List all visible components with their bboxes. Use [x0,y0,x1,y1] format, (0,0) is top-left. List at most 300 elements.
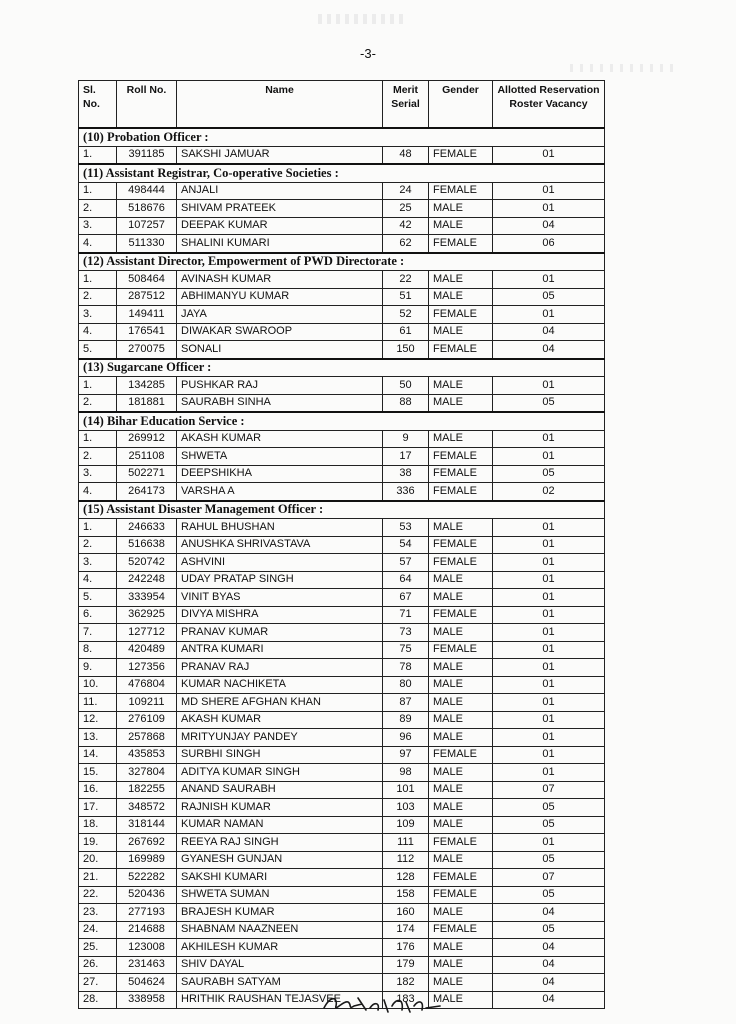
cell-sl-no: 1. [79,182,117,200]
cell-gender: FEMALE [429,746,493,764]
cell-merit-serial: 150 [383,341,429,359]
cell-merit-serial: 128 [383,869,429,887]
cell-roll-no: 511330 [117,235,177,253]
section-title: (14) Bihar Education Service : [79,412,605,430]
cell-name: AKHILESH KUMAR [177,939,383,957]
header-roll-no: Roll No. [117,81,177,129]
cell-roll-no: 127356 [117,659,177,677]
cell-roster-vacancy: 01 [493,182,605,200]
table-row [79,799,605,817]
cell-name: ADITYA KUMAR SINGH [177,764,383,782]
cell-name: BRAJESH KUMAR [177,904,383,922]
table-row [79,519,605,537]
table-row [79,764,605,782]
table-row [79,235,605,253]
cell-roll-no: 182255 [117,781,177,799]
cell-gender: FEMALE [429,465,493,483]
cell-name: SHIVAM PRATEEK [177,200,383,218]
cell-sl-no: 8. [79,641,117,659]
cell-sl-no: 20. [79,851,117,869]
cell-roll-no: 522282 [117,869,177,887]
table-row [79,746,605,764]
cell-gender: MALE [429,711,493,729]
cell-merit-serial: 75 [383,641,429,659]
cell-roll-no: 508464 [117,271,177,289]
cell-name: SHALINI KUMARI [177,235,383,253]
cell-roster-vacancy: 01 [493,624,605,642]
cell-name: KUMAR NACHIKETA [177,676,383,694]
cell-gender: FEMALE [429,448,493,466]
cell-roll-no: 264173 [117,483,177,501]
cell-gender: MALE [429,764,493,782]
table-row [79,659,605,677]
table-row [79,694,605,712]
cell-gender: MALE [429,288,493,306]
cell-gender: FEMALE [429,146,493,164]
cell-merit-serial: 112 [383,851,429,869]
cell-sl-no: 3. [79,554,117,572]
cell-sl-no: 1. [79,377,117,395]
cell-merit-serial: 22 [383,271,429,289]
section-heading-row [79,164,605,182]
cell-roster-vacancy: 01 [493,746,605,764]
cell-roll-no: 123008 [117,939,177,957]
cell-roster-vacancy: 04 [493,217,605,235]
table-row [79,729,605,747]
cell-roster-vacancy: 01 [493,711,605,729]
cell-roll-no: 149411 [117,306,177,324]
cell-roster-vacancy: 01 [493,729,605,747]
cell-gender: MALE [429,781,493,799]
cell-merit-serial: 158 [383,886,429,904]
cell-gender: MALE [429,676,493,694]
allotment-table [78,80,605,1009]
cell-sl-no: 12. [79,711,117,729]
cell-name: SHABNAM NAAZNEEN [177,921,383,939]
cell-merit-serial: 57 [383,554,429,572]
cell-gender: MALE [429,729,493,747]
cell-sl-no: 1. [79,519,117,537]
cell-name: ABHIMANYU KUMAR [177,288,383,306]
cell-merit-serial: 182 [383,974,429,992]
cell-merit-serial: 111 [383,834,429,852]
cell-sl-no: 14. [79,746,117,764]
cell-merit-serial: 97 [383,746,429,764]
cell-roll-no: 435853 [117,746,177,764]
cell-roster-vacancy: 01 [493,146,605,164]
cell-roster-vacancy: 04 [493,323,605,341]
cell-roll-no: 176541 [117,323,177,341]
cell-gender: MALE [429,939,493,957]
section-heading-row [79,412,605,430]
cell-merit-serial: 96 [383,729,429,747]
cell-gender: FEMALE [429,306,493,324]
section-heading-row [79,501,605,519]
cell-roll-no: 276109 [117,711,177,729]
cell-name: SONALI [177,341,383,359]
cell-roster-vacancy: 05 [493,288,605,306]
table-row [79,589,605,607]
cell-merit-serial: 109 [383,816,429,834]
cell-gender: MALE [429,430,493,448]
cell-name: RAHUL BHUSHAN [177,519,383,537]
table-row [79,341,605,359]
table-row [79,939,605,957]
header-roster-vacancy: Allotted Reservation Roster Vacancy [493,81,605,129]
cell-sl-no: 1. [79,430,117,448]
cell-sl-no: 4. [79,323,117,341]
cell-merit-serial: 179 [383,956,429,974]
table-row [79,851,605,869]
cell-sl-no: 26. [79,956,117,974]
cell-roll-no: 348572 [117,799,177,817]
cell-name: SURBHI SINGH [177,746,383,764]
section-title: (15) Assistant Disaster Management Officer : [79,501,605,519]
cell-gender: MALE [429,271,493,289]
cell-roster-vacancy: 01 [493,606,605,624]
cell-merit-serial: 73 [383,624,429,642]
cell-gender: MALE [429,694,493,712]
cell-roll-no: 318144 [117,816,177,834]
faint-bleedthrough-mark [570,64,680,72]
cell-sl-no: 3. [79,306,117,324]
cell-roll-no: 362925 [117,606,177,624]
cell-gender: MALE [429,519,493,537]
cell-roll-no: 109211 [117,694,177,712]
section-title: (12) Assistant Director, Empowerment of PWD Directorate : [79,253,605,271]
cell-name: SHIV DAYAL [177,956,383,974]
cell-name: ANUSHKA SHRIVASTAVA [177,536,383,554]
cell-sl-no: 22. [79,886,117,904]
table-row [79,430,605,448]
cell-sl-no: 6. [79,606,117,624]
table-row [79,306,605,324]
table-row [79,956,605,974]
table-row [79,323,605,341]
cell-roll-no: 181881 [117,394,177,412]
cell-name: SAKSHI KUMARI [177,869,383,887]
cell-name: RAJNISH KUMAR [177,799,383,817]
cell-gender: FEMALE [429,182,493,200]
cell-merit-serial: 42 [383,217,429,235]
cell-gender: FEMALE [429,554,493,572]
cell-sl-no: 5. [79,589,117,607]
cell-merit-serial: 64 [383,571,429,589]
cell-roll-no: 257868 [117,729,177,747]
table-row [79,288,605,306]
cell-roll-no: 269912 [117,430,177,448]
cell-name: MRITYUNJAY PANDEY [177,729,383,747]
cell-name: ANTRA KUMARI [177,641,383,659]
cell-name: SAURABH SINHA [177,394,383,412]
cell-sl-no: 1. [79,146,117,164]
cell-name: AVINASH KUMAR [177,271,383,289]
cell-roll-no: 498444 [117,182,177,200]
section-title: (13) Sugarcane Officer : [79,359,605,377]
cell-roster-vacancy: 04 [493,974,605,992]
cell-merit-serial: 51 [383,288,429,306]
cell-gender: FEMALE [429,606,493,624]
cell-roster-vacancy: 01 [493,589,605,607]
cell-gender: FEMALE [429,921,493,939]
table-row [79,146,605,164]
cell-merit-serial: 50 [383,377,429,395]
cell-name: AKASH KUMAR [177,430,383,448]
cell-roster-vacancy: 01 [493,271,605,289]
cell-sl-no: 21. [79,869,117,887]
cell-roll-no: 107257 [117,217,177,235]
cell-roster-vacancy: 05 [493,886,605,904]
cell-name: PRANAV KUMAR [177,624,383,642]
cell-gender: FEMALE [429,483,493,501]
cell-name: DIVYA MISHRA [177,606,383,624]
cell-sl-no: 10. [79,676,117,694]
table-row [79,921,605,939]
cell-gender: MALE [429,904,493,922]
cell-sl-no: 1. [79,271,117,289]
cell-roster-vacancy: 01 [493,659,605,677]
cell-name: DIWAKAR SWAROOP [177,323,383,341]
cell-sl-no: 18. [79,816,117,834]
cell-sl-no: 4. [79,571,117,589]
table-row [79,483,605,501]
cell-sl-no: 2. [79,448,117,466]
cell-roll-no: 504624 [117,974,177,992]
cell-merit-serial: 78 [383,659,429,677]
cell-name: KUMAR NAMAN [177,816,383,834]
cell-roster-vacancy: 01 [493,519,605,537]
table-row [79,624,605,642]
cell-sl-no: 19. [79,834,117,852]
cell-name: MD SHERE AFGHAN KHAN [177,694,383,712]
table-row [79,834,605,852]
cell-name: SHWETA SUMAN [177,886,383,904]
table-row [79,271,605,289]
cell-roll-no: 338958 [117,991,177,1009]
cell-roster-vacancy: 05 [493,465,605,483]
cell-gender: MALE [429,377,493,395]
cell-sl-no: 7. [79,624,117,642]
cell-gender: MALE [429,624,493,642]
cell-roll-no: 520436 [117,886,177,904]
cell-name: ANAND SAURABH [177,781,383,799]
cell-merit-serial: 89 [383,711,429,729]
table-row [79,200,605,218]
cell-name: HRITHIK RAUSHAN TEJASVEE [177,991,383,1009]
cell-roster-vacancy: 01 [493,448,605,466]
cell-sl-no: 2. [79,200,117,218]
cell-sl-no: 9. [79,659,117,677]
cell-merit-serial: 176 [383,939,429,957]
cell-roster-vacancy: 04 [493,956,605,974]
cell-sl-no: 27. [79,974,117,992]
cell-gender: MALE [429,394,493,412]
cell-roll-no: 214688 [117,921,177,939]
cell-gender: MALE [429,816,493,834]
cell-roll-no: 270075 [117,341,177,359]
cell-roll-no: 267692 [117,834,177,852]
cell-name: VINIT BYAS [177,589,383,607]
cell-roll-no: 134285 [117,377,177,395]
cell-roster-vacancy: 01 [493,764,605,782]
cell-sl-no: 28. [79,991,117,1009]
cell-merit-serial: 183 [383,991,429,1009]
cell-roll-no: 251108 [117,448,177,466]
header-gender: Gender [429,81,493,129]
cell-sl-no: 3. [79,217,117,235]
header-merit-serial: Merit Serial [383,81,429,129]
cell-roll-no: 518676 [117,200,177,218]
cell-roll-no: 327804 [117,764,177,782]
cell-sl-no: 4. [79,483,117,501]
cell-roll-no: 420489 [117,641,177,659]
table-row [79,571,605,589]
handwritten-signature [318,988,448,1018]
cell-roster-vacancy: 05 [493,799,605,817]
cell-merit-serial: 48 [383,146,429,164]
cell-merit-serial: 62 [383,235,429,253]
cell-name: AKASH KUMAR [177,711,383,729]
cell-name: PUSHKAR RAJ [177,377,383,395]
cell-merit-serial: 103 [383,799,429,817]
cell-roll-no: 333954 [117,589,177,607]
cell-roll-no: 242248 [117,571,177,589]
cell-sl-no: 15. [79,764,117,782]
cell-gender: FEMALE [429,869,493,887]
table-body [79,128,605,1009]
cell-merit-serial: 88 [383,394,429,412]
cell-name: SAURABH SATYAM [177,974,383,992]
cell-gender: FEMALE [429,536,493,554]
cell-gender: FEMALE [429,886,493,904]
cell-roster-vacancy: 05 [493,851,605,869]
cell-merit-serial: 160 [383,904,429,922]
cell-merit-serial: 17 [383,448,429,466]
cell-roster-vacancy: 01 [493,200,605,218]
cell-roster-vacancy: 05 [493,921,605,939]
faint-bleedthrough-text [318,14,408,24]
table-header-row [79,81,605,129]
cell-gender: MALE [429,974,493,992]
cell-name: ASHVINI [177,554,383,572]
cell-roster-vacancy: 04 [493,341,605,359]
cell-merit-serial: 67 [383,589,429,607]
cell-roster-vacancy: 07 [493,869,605,887]
cell-roster-vacancy: 07 [493,781,605,799]
cell-name: REEYA RAJ SINGH [177,834,383,852]
cell-name: VARSHA A [177,483,383,501]
cell-roster-vacancy: 01 [493,306,605,324]
table-row [79,448,605,466]
cell-roll-no: 502271 [117,465,177,483]
cell-sl-no: 4. [79,235,117,253]
cell-merit-serial: 25 [383,200,429,218]
cell-roll-no: 127712 [117,624,177,642]
table-row [79,886,605,904]
table-row [79,816,605,834]
cell-name: DEEPSHIKHA [177,465,383,483]
cell-roster-vacancy: 04 [493,991,605,1009]
table-row [79,465,605,483]
page-number: -3- [360,46,376,61]
cell-sl-no: 17. [79,799,117,817]
cell-gender: FEMALE [429,641,493,659]
cell-sl-no: 16. [79,781,117,799]
cell-roll-no: 520742 [117,554,177,572]
table-row [79,606,605,624]
cell-merit-serial: 24 [383,182,429,200]
cell-merit-serial: 54 [383,536,429,554]
cell-gender: FEMALE [429,235,493,253]
cell-roster-vacancy: 04 [493,904,605,922]
cell-roster-vacancy: 01 [493,536,605,554]
table-row [79,377,605,395]
cell-roster-vacancy: 01 [493,554,605,572]
cell-merit-serial: 38 [383,465,429,483]
cell-roll-no: 516638 [117,536,177,554]
table-row [79,676,605,694]
cell-merit-serial: 71 [383,606,429,624]
cell-roll-no: 391185 [117,146,177,164]
cell-merit-serial: 174 [383,921,429,939]
cell-sl-no: 23. [79,904,117,922]
cell-gender: MALE [429,956,493,974]
cell-roster-vacancy: 01 [493,676,605,694]
cell-sl-no: 11. [79,694,117,712]
cell-name: SHWETA [177,448,383,466]
cell-roster-vacancy: 01 [493,377,605,395]
cell-sl-no: 5. [79,341,117,359]
cell-roll-no: 287512 [117,288,177,306]
cell-gender: FEMALE [429,341,493,359]
cell-name: DEEPAK KUMAR [177,217,383,235]
table-row [79,711,605,729]
cell-merit-serial: 98 [383,764,429,782]
cell-gender: FEMALE [429,834,493,852]
cell-roster-vacancy: 01 [493,430,605,448]
cell-name: SAKSHI JAMUAR [177,146,383,164]
cell-name: ANJALI [177,182,383,200]
table-row [79,394,605,412]
cell-gender: MALE [429,571,493,589]
cell-roll-no: 246633 [117,519,177,537]
cell-roster-vacancy: 05 [493,394,605,412]
cell-gender: MALE [429,323,493,341]
section-title: (11) Assistant Registrar, Co-operative Societies : [79,164,605,182]
cell-roster-vacancy: 04 [493,939,605,957]
cell-roster-vacancy: 01 [493,641,605,659]
cell-sl-no: 2. [79,536,117,554]
header-sl-no: Sl. No. [79,81,117,129]
cell-sl-no: 24. [79,921,117,939]
cell-roster-vacancy: 06 [493,235,605,253]
cell-roster-vacancy: 01 [493,834,605,852]
cell-roster-vacancy: 05 [493,816,605,834]
table-row [79,554,605,572]
section-heading-row [79,359,605,377]
section-heading-row [79,128,605,146]
cell-sl-no: 3. [79,465,117,483]
section-heading-row [79,253,605,271]
cell-name: GYANESH GUNJAN [177,851,383,869]
cell-merit-serial: 53 [383,519,429,537]
table-row [79,217,605,235]
cell-name: JAYA [177,306,383,324]
cell-gender: MALE [429,200,493,218]
cell-roster-vacancy: 01 [493,694,605,712]
cell-merit-serial: 101 [383,781,429,799]
cell-sl-no: 2. [79,288,117,306]
